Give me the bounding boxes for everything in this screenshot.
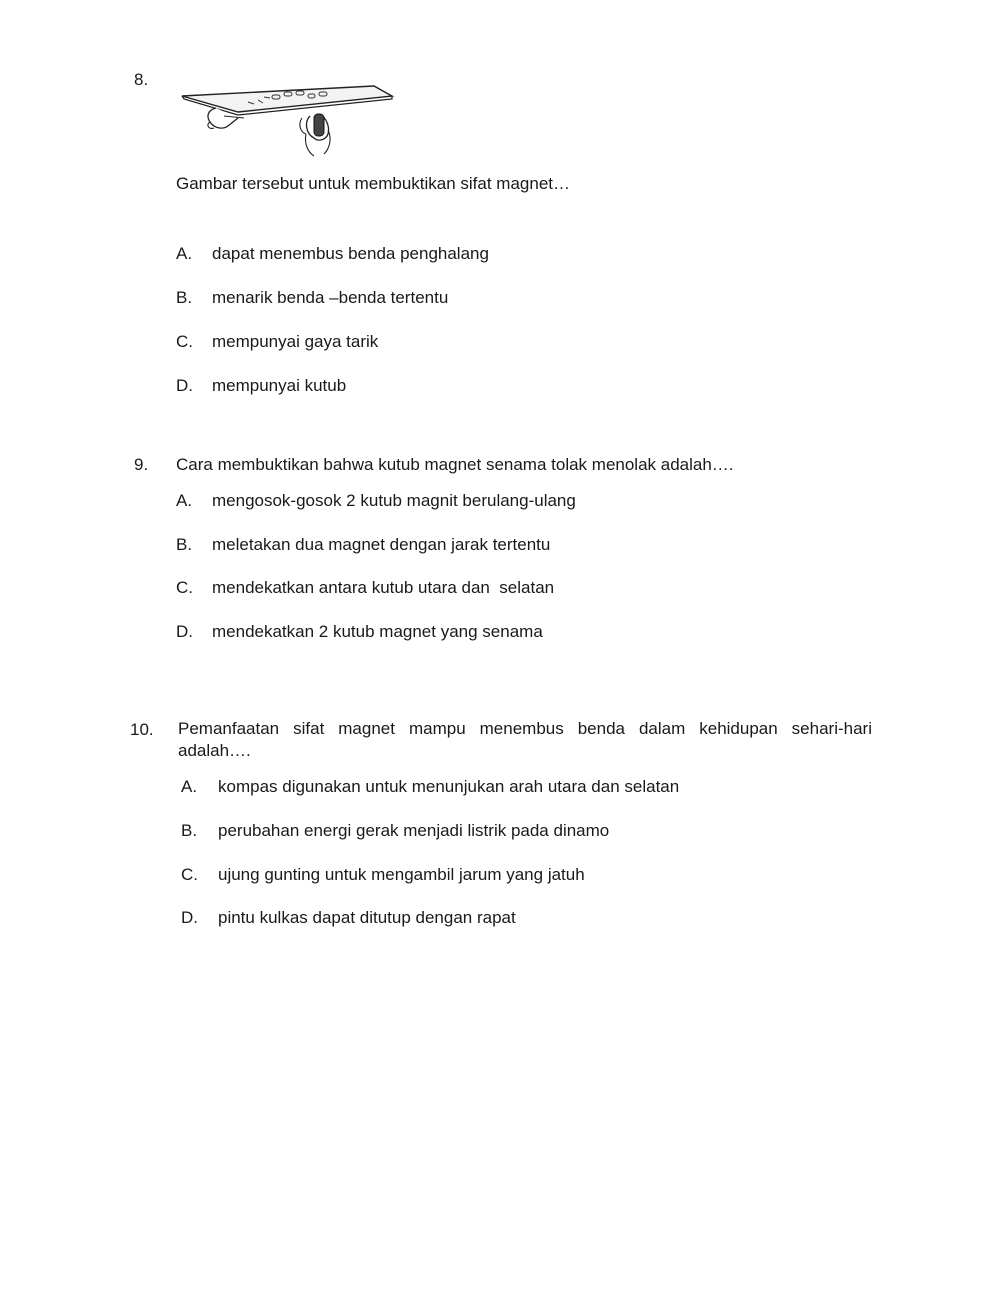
question-10-stem: Pemanfaatan sifat magnet mampu menembus benda dalam kehidupan sehari-hari [178, 719, 872, 738]
option-text: mendekatkan antara kutub utara dan selatan [212, 578, 555, 597]
question-9-stem: Cara membuktikan bahwa kutub magnet senama tolak menolak adalah…. [176, 455, 734, 474]
option-text: perubahan energi gerak menjadi listrik pada dinamo [218, 821, 610, 840]
option-letter: A. [176, 491, 193, 510]
option-text: mendekatkan 2 kutub magnet yang senama [212, 622, 543, 641]
option-text: ujung gunting untuk mengambil jarum yang jatuh [218, 865, 585, 884]
question-8-stem: Gambar tersebut untuk membuktikan sifat magnet… [176, 174, 571, 193]
option-letter: A. [181, 777, 198, 796]
option-text: menarik benda –benda tertentu [212, 288, 449, 307]
option-letter: C. [176, 578, 193, 597]
option-text: dapat menembus benda penghalang [212, 244, 489, 263]
option-letter: B. [176, 535, 193, 554]
option-text: mempunyai gaya tarik [212, 332, 379, 351]
option-letter: D. [176, 622, 193, 641]
option-text: mempunyai kutub [212, 376, 347, 395]
option-letter: C. [181, 865, 198, 884]
option-letter: D. [176, 376, 193, 395]
question-9-number: 9. [134, 455, 149, 474]
option-letter: D. [181, 908, 198, 927]
question-10-number: 10. [130, 720, 154, 739]
option-letter: A. [176, 244, 193, 263]
option-letter: B. [181, 821, 198, 840]
option-text: kompas digunakan untuk menunjukan arah utara dan selatan [218, 777, 680, 796]
magnet-paper-illustration [178, 78, 396, 160]
option-letter: C. [176, 332, 193, 351]
option-letter: B. [176, 288, 193, 307]
option-text: mengosok-gosok 2 kutub magnit berulang-ulang [212, 491, 576, 510]
question-8-number: 8. [134, 70, 149, 89]
option-text: meletakan dua magnet dengan jarak tertentu [212, 535, 551, 554]
question-10-stem-continued: adalah…. [178, 741, 251, 760]
option-text: pintu kulkas dapat ditutup dengan rapat [218, 908, 516, 927]
